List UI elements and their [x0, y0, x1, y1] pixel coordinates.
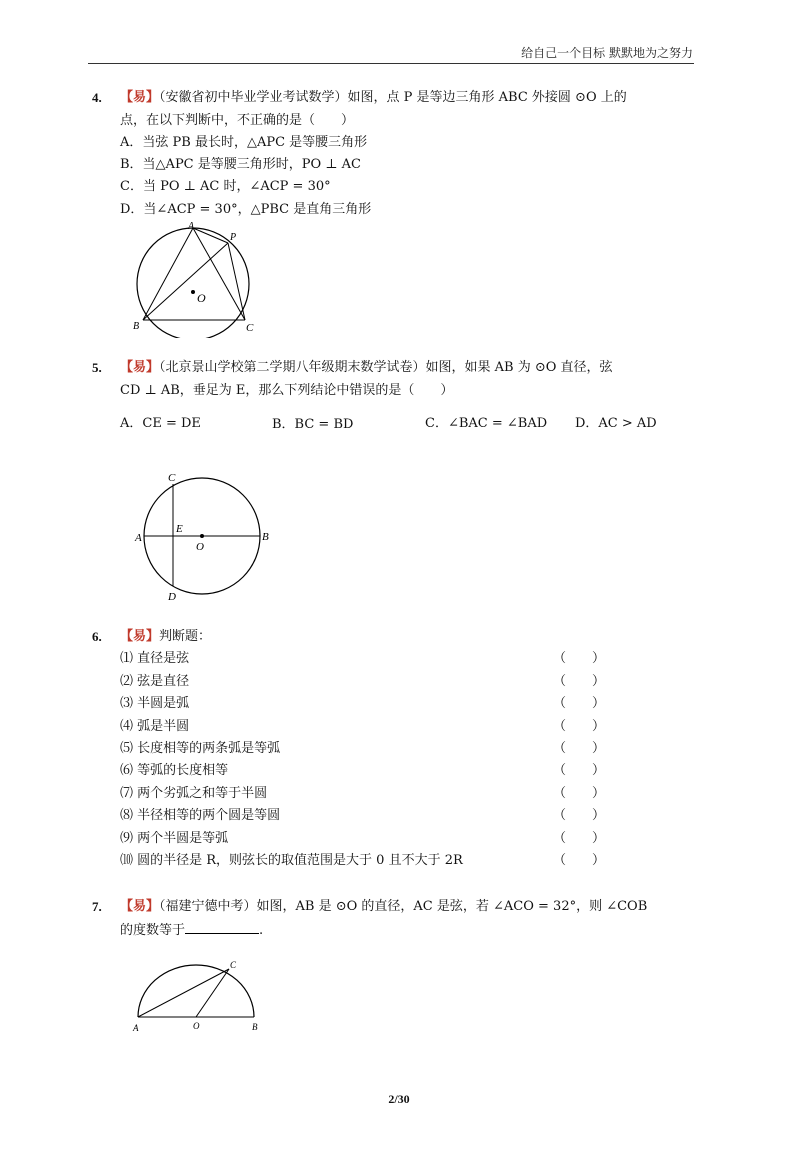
q6-item-9: ⑼ 两个半圆是等弧 — [120, 831, 229, 846]
q5-difficulty-tag: 【易】 — [120, 360, 160, 375]
q6-difficulty-tag: 【易】 — [120, 629, 160, 644]
q7-stem-text: （福建宁德中考）如图，AB 是 ⊙O 的直径，AC 是弦，若 ∠ACO = 32°，则 ∠COB — [159, 899, 648, 914]
q4-option-b: B．当△APC 是等腰三角形时，PO ⊥ AC — [120, 157, 361, 172]
q5-stem-line1 — [120, 357, 613, 379]
q6-answer-paren-7[interactable]: （ ） — [553, 786, 606, 801]
q6-item-8: ⑻ 半径相等的两个圆是等圆 — [120, 808, 281, 823]
q5-stem-text: （北京景山学校第二学期八年级期末数学试卷）如图，如果 AB 为 ⊙O 直径，弦 — [159, 360, 613, 375]
q5-number: 5. — [92, 360, 102, 375]
q6-answer-paren-5[interactable]: （ ） — [553, 741, 606, 756]
q6-answer-paren-9[interactable]: （ ） — [553, 831, 606, 846]
q6-number: 6. — [92, 629, 102, 644]
q4-option-c: C．当 PO ⊥ AC 时，∠ACP = 30° — [120, 179, 331, 194]
q4-circle — [137, 228, 249, 338]
q4-option-a: A．当弦 PB 最长时，△APC 是等腰三角形 — [120, 135, 368, 150]
q7-stem-suffix: . — [259, 923, 264, 938]
q7-number: 7. — [92, 899, 102, 914]
q7-stem-line2 — [120, 919, 263, 942]
q7-difficulty-tag: 【易】 — [120, 899, 160, 914]
q5-label-b: B — [262, 531, 269, 543]
q4-segment-ac — [193, 228, 245, 320]
q7-semicircle — [138, 965, 254, 1017]
q4-stem-line2: 点，在以下判断中，不正确的是（ ） — [120, 113, 355, 128]
q4-stem-line1 — [120, 87, 627, 109]
q7-answer-blank[interactable] — [185, 919, 259, 934]
q4-label-o: O — [197, 291, 206, 305]
q4-label-b: B — [133, 321, 140, 332]
q4-label-a: A — [188, 221, 195, 232]
q6-answer-paren-10[interactable]: （ ） — [553, 853, 606, 868]
q7-label-a: A — [133, 1023, 139, 1033]
q6-item-1: ⑴ 直径是弦 — [120, 651, 190, 666]
q6-item-7: ⑺ 两个劣弧之和等于半圆 — [120, 786, 268, 801]
q4-stem-text: （安徽省初中毕业学业考试数学）如图，点 P 是等边三角形 ABC 外接圆 ⊙O 上的 — [159, 90, 627, 105]
q5-option-a: A．CE = DE — [120, 416, 201, 431]
q6-item-4: ⑷ 弧是半圆 — [120, 719, 190, 734]
q5-option-b: B．BC = BD — [272, 417, 354, 432]
q6-item-6: ⑹ 等弧的长度相等 — [120, 763, 229, 778]
header-rule — [88, 63, 694, 64]
q4-label-p: P — [230, 232, 237, 243]
q7-chord-ac — [138, 969, 229, 1017]
q7-radius-oc — [196, 969, 229, 1017]
q6-item-2: ⑵ 弦是直径 — [120, 674, 190, 689]
q4-label-c: C — [246, 322, 254, 334]
q7-stem-line1 — [120, 896, 647, 918]
q7-label-o: O — [193, 1021, 200, 1031]
q4-segment-pc — [228, 243, 245, 320]
q6-stem — [120, 626, 211, 648]
q6-answer-paren-8[interactable]: （ ） — [553, 808, 606, 823]
q6-item-5: ⑸ 长度相等的两条弧是等弧 — [120, 741, 281, 756]
q4-option-d: D．当∠ACP = 30°，△PBC 是直角三角形 — [120, 202, 372, 217]
q4-segment-pb — [143, 243, 228, 320]
q5-center-dot — [200, 534, 204, 538]
q4-center-dot — [191, 290, 195, 294]
q6-answer-paren-1[interactable]: （ ） — [553, 651, 606, 666]
q4-difficulty-tag: 【易】 — [120, 90, 160, 105]
q6-answer-paren-6[interactable]: （ ） — [553, 763, 606, 778]
q7-label-b: B — [252, 1022, 258, 1032]
q5-option-d: D．AC > AD — [575, 416, 657, 431]
q4-segment-ab — [143, 228, 193, 320]
q5-label-c: C — [168, 472, 176, 484]
q5-figure — [130, 468, 280, 608]
q5-label-a: A — [135, 532, 142, 544]
q6-item-3: ⑶ 半圆是弧 — [120, 696, 190, 711]
q6-title: 判断题： — [159, 629, 212, 644]
q6-answer-paren-2[interactable]: （ ） — [553, 674, 606, 689]
q7-label-c: C — [230, 960, 237, 970]
q6-answer-paren-3[interactable]: （ ） — [553, 696, 606, 711]
q5-label-o: O — [196, 541, 204, 553]
q5-label-d: D — [168, 591, 176, 603]
q7-stem-prefix: 的度数等于 — [120, 923, 186, 938]
page-number: 2/30 — [388, 1092, 410, 1106]
q5-stem-line2: CD ⊥ AB，垂足为 E，那么下列结论中错误的是（ ） — [120, 383, 454, 398]
header-motto: 给自己一个目标 默默地为之努力 — [521, 46, 693, 60]
q4-number: 4. — [92, 90, 102, 105]
q4-figure — [125, 218, 265, 338]
q5-option-c: C．∠BAC = ∠BAD — [425, 416, 548, 431]
q5-label-e: E — [176, 523, 183, 535]
q6-answer-paren-4[interactable]: （ ） — [553, 719, 606, 734]
q6-item-10: ⑽ 圆的半径是 R，则弦长的取值范围是大于 0 且不大于 2R — [120, 853, 463, 868]
q7-figure — [128, 955, 268, 1035]
